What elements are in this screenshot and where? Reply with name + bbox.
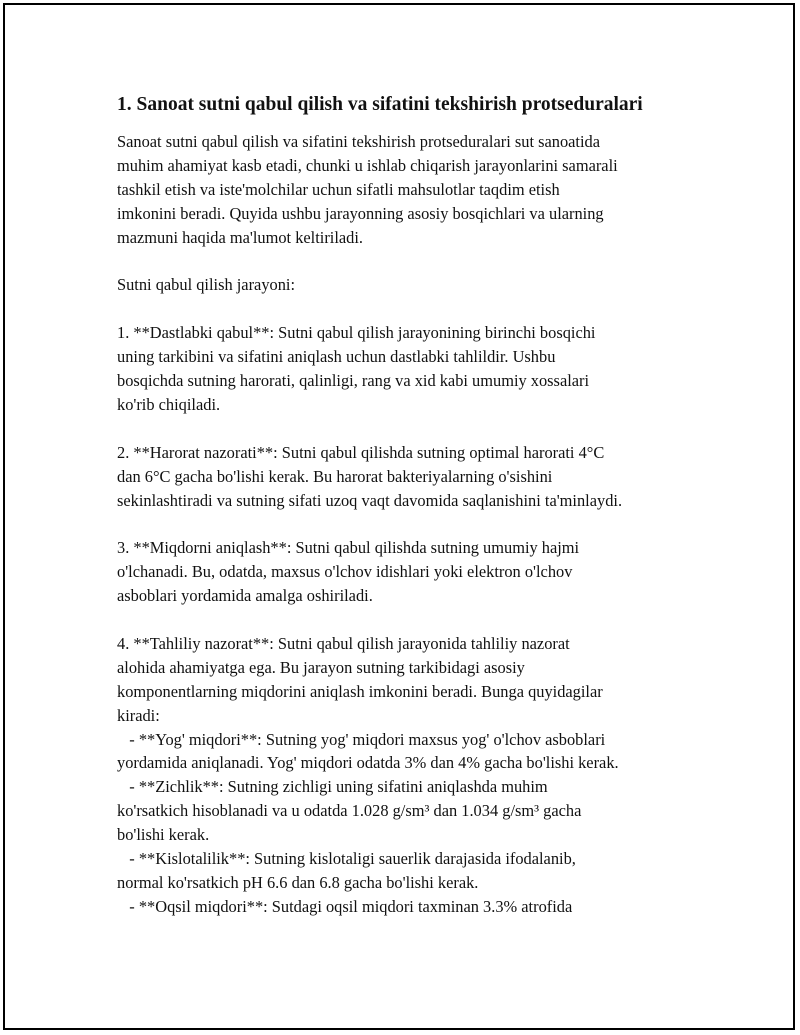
paragraph-gap <box>117 297 697 321</box>
list-item-3: 3. **Miqdorni aniqlash**: Sutni qabul qilishda sutning umumiy hajmi o'lchanadi. Bu, odatda, maxsus o'lchov idishlari yoki elektron o'lchov asboblari yordamida amalga oshiriladi. <box>117 538 580 606</box>
list-item-4: 4. **Tahliliy nazorat**: Sutni qabul qilish jarayonida tahliliy nazorat alohida ahamiyatga ega. Bu jarayon sutning tarkibidagi asosiy komponentlarning miqdorini aniqlash imkonini beradi. Bunga quyidagilar kiradi: <box>117 633 603 725</box>
list-item-1: 1. **Dastlabki qabul**: Sutni qabul qilish jarayonining birinchi bosqichi uning tarkibini va sifatini aniqlash uchun dastlabki tahlildir. Ushbu bosqichda sutning harorati, qalinligi, rang va xid kabi umumiy xossalari ko'rib chiqiladi. <box>117 323 596 414</box>
sub-item-fat: - **Yog' miqdori**: Sutning yog' miqdori maxsus yog' o'lchov asboblari yordamida aniqlanadi. Yog' miqdori odatda 3% dan 4% gacha bo'lishi kerak. <box>117 729 619 773</box>
list-item-2: 2. **Harorat nazorati**: Sutni qabul qilishda sutning optimal harorati 4°C dan 6°C gacha bo'lishi kerak. Bu harorat bakteriyalarning o'sishini sekinlashtiradi va sutning sifati uzoq vaqt davomida saqlanishini ta'minlaydi. <box>117 442 623 510</box>
document-title: 1. Sanoat sutni qabul qilish va sifatini tekshirish protseduralari <box>117 94 643 115</box>
paragraph-gap <box>117 512 697 536</box>
section-subheading: Sutni qabul qilish jarayoni: <box>117 275 296 295</box>
sub-item-protein: - **Oqsil miqdori**: Sutdagi oqsil miqdori taxminan 3.3% atrofida <box>117 896 573 916</box>
document-body <box>117 92 697 919</box>
intro-paragraph: Sanoat sutni qabul qilish va sifatini tekshirish protseduralari sut sanoatida muhim ahamiyat kasb etadi, chunki u ishlab chiqarish jarayonlarini samarali tashkil etish va iste'molchilar uchun sifatli mahsulotlar taqdim etish imkonini beradi. Quyida ushbu jarayonning asosiy bosqichlari va ularning mazmuni haqida ma'lumot keltiriladi. <box>117 132 618 247</box>
sub-item-density: - **Zichlik**: Sutning zichligi uning sifatini aniqlashda muhim ko'rsatkich hisoblanadi va u odatda 1.028 g/sm³ dan 1.034 g/sm³ gacha bo'lishi kerak. <box>117 777 582 845</box>
paragraph-gap <box>117 417 697 441</box>
sub-item-acidity: - **Kislotalilik**: Sutning kislotaligi sauerlik darajasida ifodalanib, normal ko'rsatkich pH 6.6 dan 6.8 gacha bo'lishi kerak. <box>117 849 576 893</box>
paragraph-gap <box>117 608 697 632</box>
paragraph-gap <box>117 250 697 274</box>
